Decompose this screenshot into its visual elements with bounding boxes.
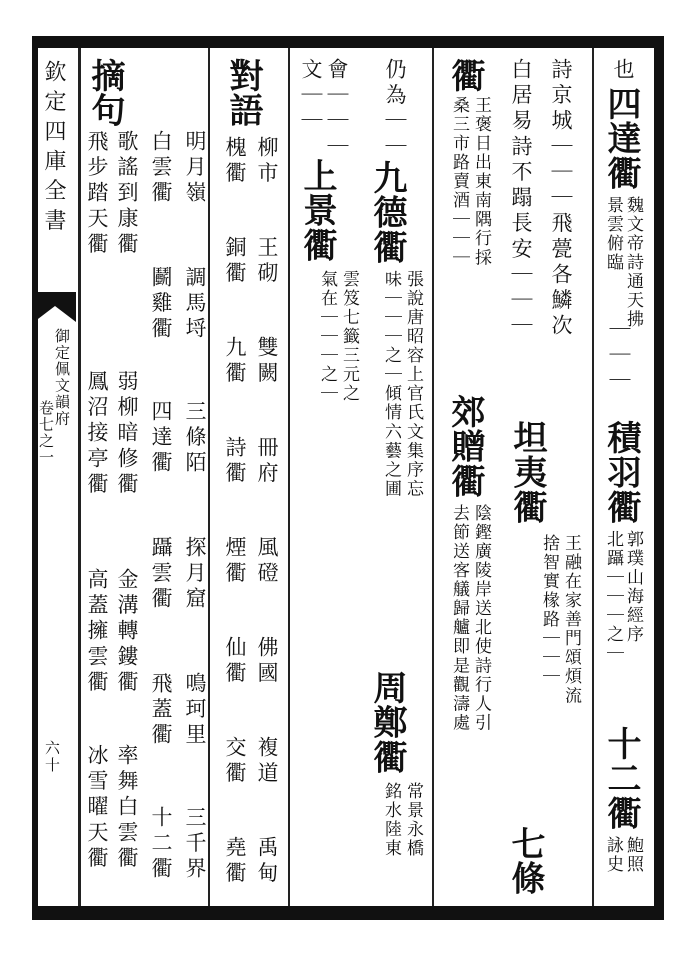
pair-term: 詩衢 <box>223 436 247 488</box>
pair-term: 柳市 <box>255 136 279 188</box>
pair-term: 雙闕 <box>255 336 279 388</box>
headword: 七條 <box>505 826 545 896</box>
text-line: ｜｜｜ <box>607 318 631 395</box>
text-line: 會｜｜｜ <box>325 58 349 161</box>
text-line: 也 <box>611 58 635 84</box>
section-heading-zhaiju: 摘句 <box>85 58 125 128</box>
citation: 王融在家善門頌煩流 <box>561 534 581 706</box>
column-rule <box>432 48 434 906</box>
headword: 九德衢 <box>367 160 407 265</box>
quote-line: 弱柳暗修衢 <box>115 370 139 499</box>
quote-line: 高蓋擁雲衢 <box>85 568 109 697</box>
pair-term: 躡雲衢 <box>149 536 173 613</box>
quote-line: 飛步踏天衢 <box>85 130 109 259</box>
pair-term: 白雲衢 <box>149 130 173 207</box>
quote-line: 率舞白雲衢 <box>115 744 139 873</box>
fish-tail-mark-icon <box>34 292 76 322</box>
citation: 雲笈七籤三元之 <box>339 270 359 404</box>
pair-term: 佛國 <box>255 636 279 688</box>
frame-bottom-border <box>32 906 664 920</box>
pair-term: 鬬雞衢 <box>149 266 173 343</box>
pair-term: 十二衢 <box>149 806 173 883</box>
pair-term: 三條陌 <box>183 400 207 477</box>
headword: 坦夷衢 <box>507 420 547 525</box>
citation: 去節送客艤歸艫即是觀濤處 <box>449 504 469 733</box>
pair-term: 交衢 <box>223 736 247 788</box>
citation: 詠史 <box>603 836 623 875</box>
citation: 魏文帝詩通天拂 <box>623 196 643 330</box>
pair-term: 風磴 <box>255 536 279 588</box>
pair-term: 禹甸 <box>255 836 279 888</box>
pair-term: 九衢 <box>223 336 247 388</box>
pair-term: 冊府 <box>255 436 279 488</box>
pair-term: 仙衢 <box>223 636 247 688</box>
citation: 常景永橋 <box>403 782 423 859</box>
volume-label: 卷七之一 <box>37 400 55 466</box>
column-rule <box>592 48 594 906</box>
margin-divider <box>78 48 81 906</box>
headword: 四達衢 <box>601 86 641 191</box>
pair-term: 調馬埒 <box>183 266 207 343</box>
pair-term: 探月窟 <box>183 536 207 613</box>
pair-term: 複道 <box>255 736 279 788</box>
headword: 上景衢 <box>297 158 337 263</box>
frame-right-border <box>654 36 664 920</box>
pair-term: 王砌 <box>255 236 279 288</box>
headword: 積羽衢 <box>601 420 641 525</box>
citation: 陰鏗廣陵岸送北使詩行人引 <box>471 504 491 733</box>
citation: 銘水陸東 <box>381 782 401 859</box>
quote-line: 金溝轉鏤衢 <box>115 568 139 697</box>
citation: 鮑照 <box>623 836 643 875</box>
citation: 景雲俯臨 <box>603 196 623 273</box>
citation: 王褒日出東南隅行採 <box>471 96 491 268</box>
citation: 氣在｜｜｜之｜ <box>317 270 337 404</box>
headword: 周鄭衢 <box>367 670 407 775</box>
citation: 桑三市路賣酒｜｜｜ <box>449 96 469 268</box>
text-line: 詩京城｜｜｜飛甍各鱗次 <box>549 58 573 340</box>
citation: 捨智實椽路｜｜｜ <box>539 534 559 687</box>
pair-term: 銅衢 <box>223 236 247 288</box>
pair-term: 四達衢 <box>149 400 173 477</box>
headword: 衢 <box>445 58 485 93</box>
citation: 北躡｜｜｜之｜ <box>603 530 623 664</box>
pair-term: 三千界 <box>183 806 207 883</box>
pair-term: 鳴珂里 <box>183 672 207 749</box>
section-heading-duiyu: 對語 <box>223 58 263 128</box>
pair-term: 煙衢 <box>223 536 247 588</box>
book-title: 欽定四庫全書 <box>41 60 66 239</box>
quote-line: 鳳沼接亭衢 <box>85 370 109 499</box>
headword: 郊贈衢 <box>445 394 485 499</box>
pair-term: 槐衢 <box>223 136 247 188</box>
frame-left-border <box>32 36 38 920</box>
citation: 味｜｜｜之｜傾情六藝之圃 <box>381 270 401 499</box>
frame-top-border <box>32 36 664 48</box>
quote-line: 歌謠到康衢 <box>115 130 139 259</box>
pair-term: 明月嶺 <box>183 130 207 207</box>
page-number: 六十 <box>43 740 61 774</box>
headword: 十二衢 <box>601 726 641 831</box>
text-line: 白居易詩不蹋長安｜｜｜ <box>509 58 533 340</box>
pair-term: 飛蓋衢 <box>149 672 173 749</box>
book-subtitle: 御定佩文韻府 <box>53 328 71 427</box>
citation: 張說唐昭容上官氏文集序忘 <box>403 270 423 499</box>
quote-line: 冰雪曜天衢 <box>85 744 109 873</box>
text-line: 文｜｜ <box>299 58 323 135</box>
text-line: 仍為｜｜ <box>383 58 407 161</box>
column-rule <box>208 48 210 906</box>
pair-term: 堯衢 <box>223 836 247 888</box>
column-rule <box>288 48 290 906</box>
citation: 郭璞山海經序 <box>623 530 643 645</box>
